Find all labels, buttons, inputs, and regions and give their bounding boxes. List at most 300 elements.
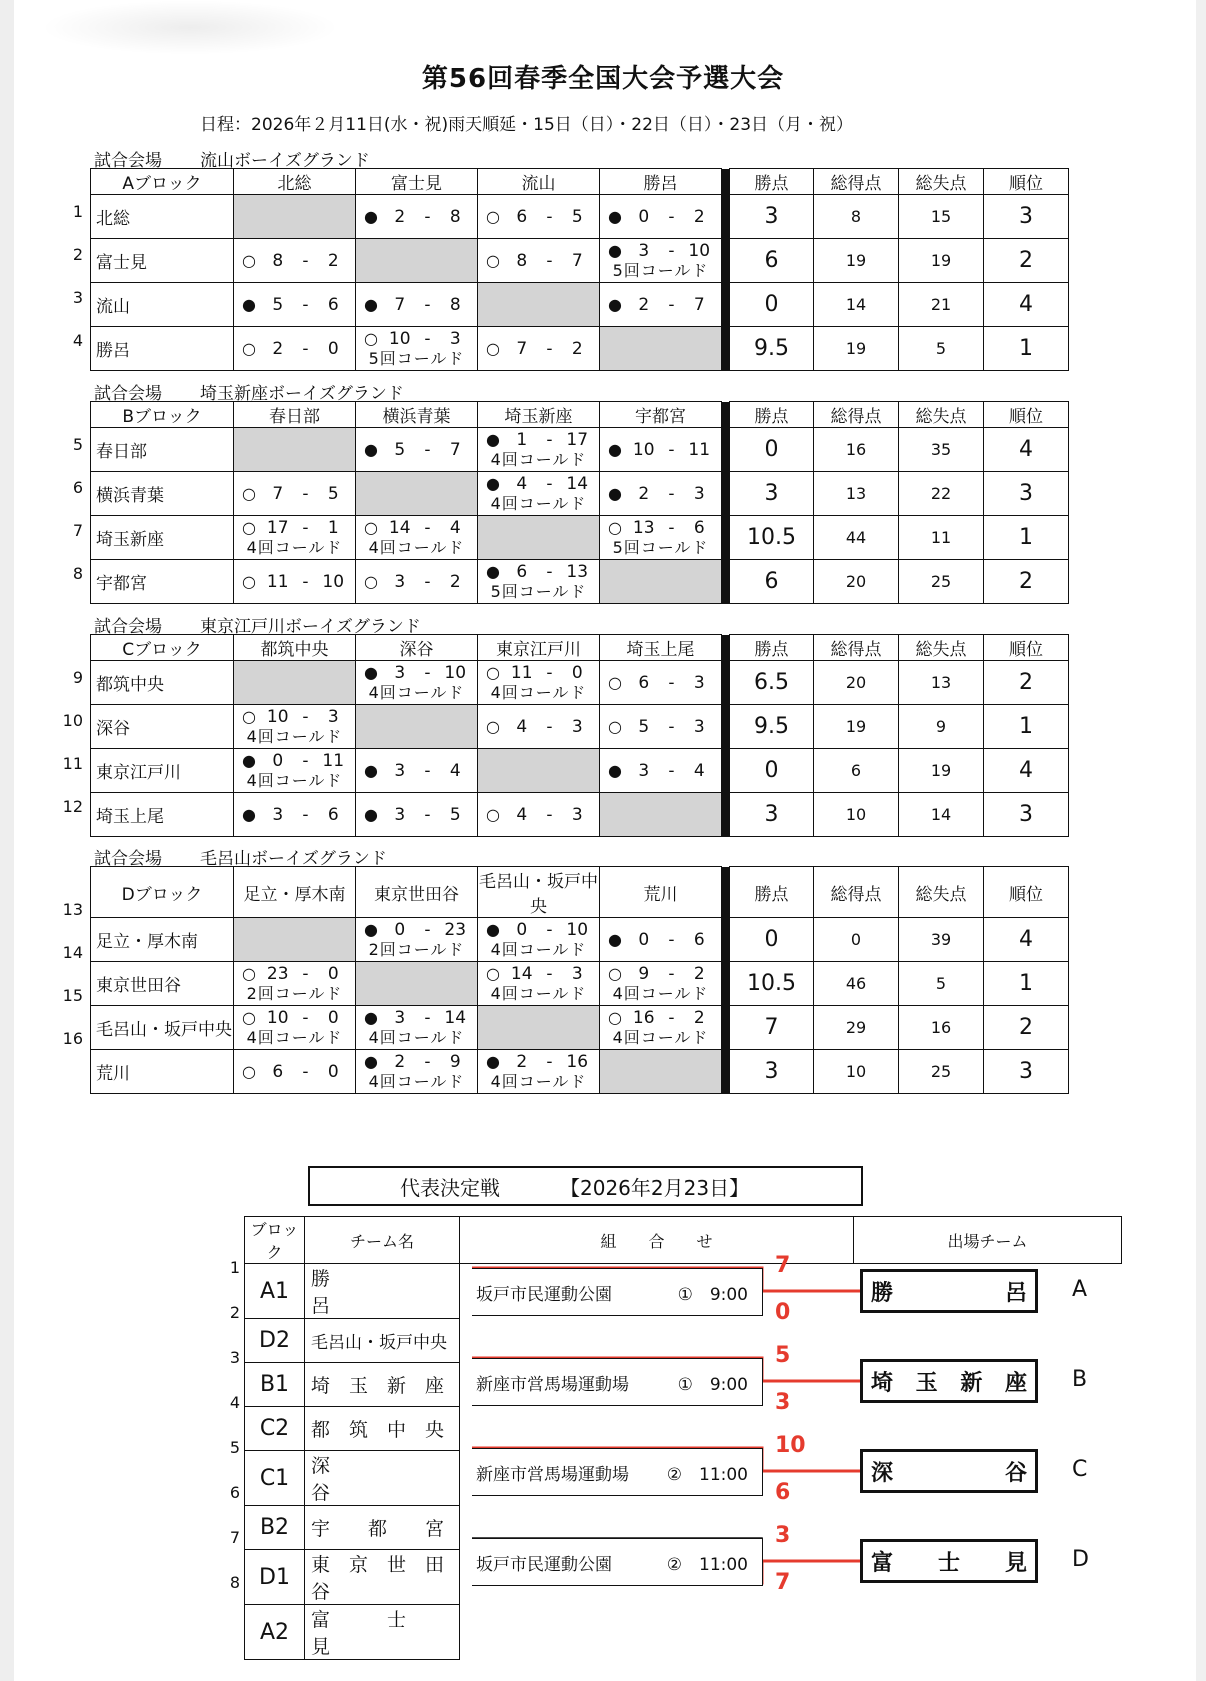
score-dash: - <box>546 206 553 227</box>
score-for: 3 <box>638 760 650 781</box>
score-for: 3 <box>394 760 406 781</box>
score-dash: - <box>302 1007 309 1028</box>
score-against: 6 <box>327 294 339 315</box>
runs-conceded-cell: 5 <box>899 327 984 371</box>
win-mark: ○ <box>242 338 256 358</box>
score-for: 8 <box>516 250 528 271</box>
score-for: 6 <box>516 206 528 227</box>
score-line <box>600 241 721 261</box>
opponent-header: 荒川 <box>600 867 722 918</box>
match-round: ② <box>666 1464 682 1485</box>
qualified-team-char: 玉 <box>915 1370 938 1396</box>
venue-label: 試合会場 <box>94 151 162 171</box>
rank-cell: 4 <box>984 749 1069 793</box>
team-row <box>91 327 1069 371</box>
runs-scored-cell: 10 <box>814 793 899 837</box>
score-line <box>234 1062 355 1082</box>
bye-cell <box>234 195 356 239</box>
score-against: 3 <box>571 716 583 737</box>
bye-cell <box>356 472 478 516</box>
score-top: 5 <box>775 1343 791 1368</box>
runs-scored-cell: 46 <box>814 962 899 1006</box>
score-for: 10 <box>388 328 411 349</box>
score-line <box>478 1052 599 1072</box>
match-slot <box>678 1280 748 1305</box>
points-cell: 9.5 <box>730 705 814 749</box>
score <box>478 717 599 737</box>
final-header-block: ブロック <box>245 1217 305 1264</box>
team-name: 足立・厚木南 <box>91 918 234 962</box>
loss-mark: ● <box>364 294 378 314</box>
rank-cell: 3 <box>984 793 1069 837</box>
stat-header: 勝点 <box>730 867 814 918</box>
result-cell <box>356 560 478 604</box>
opponent-header: 都筑中央 <box>234 635 356 661</box>
score-against: 7 <box>571 250 583 271</box>
entry-number: 5 <box>229 1438 240 1457</box>
score-dash: - <box>546 804 553 825</box>
score-for: 5 <box>638 716 650 737</box>
points-cell: 6.5 <box>730 661 814 705</box>
score-for: 3 <box>394 804 406 825</box>
score-line <box>356 663 477 683</box>
entry-number: 2 <box>229 1303 240 1322</box>
entry-number: 7 <box>229 1528 240 1547</box>
loss-mark: ● <box>608 294 622 314</box>
score-top: 7 <box>775 1253 791 1278</box>
runs-conceded-cell: 15 <box>899 195 984 239</box>
runs-conceded-cell: 21 <box>899 283 984 327</box>
score-for: 3 <box>638 240 650 261</box>
team-name: 宇都宮 <box>91 560 234 604</box>
final-header-qualified: 出場チーム <box>854 1217 1122 1264</box>
score <box>478 920 599 960</box>
entry-number: 3 <box>229 1348 240 1367</box>
score <box>600 964 721 1004</box>
score-against: 0 <box>571 662 583 683</box>
result-cell <box>356 661 478 705</box>
final-header-row <box>245 1217 1122 1264</box>
qualified-team-char: 深 <box>871 1460 894 1486</box>
score-for: 4 <box>516 473 528 494</box>
result-cell <box>234 283 356 327</box>
loss-mark: ● <box>608 760 622 780</box>
bye-cell <box>356 705 478 749</box>
match-box <box>472 1538 763 1586</box>
result-cell <box>478 962 600 1006</box>
score-line <box>234 805 355 825</box>
match-slot <box>667 1460 748 1485</box>
score <box>478 1052 599 1092</box>
score <box>234 484 355 504</box>
row-number: 8 <box>72 564 83 583</box>
loss-mark: ● <box>364 439 378 459</box>
block-label: Cブロック <box>91 635 234 661</box>
win-mark: ○ <box>486 804 500 824</box>
score-line <box>234 964 355 984</box>
score-line <box>478 339 599 359</box>
score-against: 10 <box>322 571 345 592</box>
divider-bar <box>722 867 730 1094</box>
team-row <box>91 749 1069 793</box>
score-for: 4 <box>516 804 528 825</box>
score-dash: - <box>668 483 675 504</box>
win-mark: ○ <box>242 963 256 983</box>
score-against: 10 <box>566 919 589 940</box>
venue-label: 試合会場 <box>94 384 162 404</box>
score <box>600 295 721 315</box>
called-game-note: 4回コールド <box>368 682 465 702</box>
loss-mark: ● <box>486 429 500 449</box>
rank-cell: 3 <box>984 1050 1069 1094</box>
loss-mark: ● <box>486 919 500 939</box>
opponent-header: 流山 <box>478 169 600 195</box>
win-mark: ○ <box>486 716 500 736</box>
loss-mark: ● <box>608 929 622 949</box>
score-dash: - <box>302 483 309 504</box>
score-line <box>356 207 477 227</box>
score-for: 0 <box>272 750 284 771</box>
score-dash: - <box>302 1061 309 1082</box>
block-label: Dブロック <box>91 867 234 918</box>
win-mark: ○ <box>364 571 378 591</box>
team-name: 勝呂 <box>91 327 234 371</box>
row-number: 16 <box>62 1029 83 1048</box>
score-against: 10 <box>688 240 711 261</box>
bye-cell <box>478 516 600 560</box>
score-bottom: 0 <box>775 1300 791 1325</box>
runs-conceded-cell: 35 <box>899 428 984 472</box>
score <box>356 572 477 592</box>
score-line <box>356 440 477 460</box>
team-row <box>91 239 1069 283</box>
score-dash: - <box>668 240 675 261</box>
result-cell <box>600 472 722 516</box>
score-line <box>356 761 477 781</box>
score <box>478 251 599 271</box>
called-game-note: 5回コールド <box>490 581 587 601</box>
entry-block: D1 <box>245 1550 305 1605</box>
runs-scored-cell: 0 <box>814 918 899 962</box>
score <box>600 207 721 227</box>
result-cell <box>234 705 356 749</box>
score <box>600 761 721 781</box>
qualified-team-char: 埼 <box>871 1370 894 1396</box>
score-against: 1 <box>327 517 339 538</box>
team-name: 北総 <box>91 195 234 239</box>
score <box>600 440 721 460</box>
score-dash: - <box>546 1051 553 1072</box>
qualified-team-char: 谷 <box>1004 1460 1027 1486</box>
loss-mark: ● <box>608 240 622 260</box>
stat-header: 勝点 <box>730 402 814 428</box>
called-game-note: 5回コールド <box>612 537 709 557</box>
stat-header: 総失点 <box>899 635 984 661</box>
score-dash: - <box>424 804 431 825</box>
result-cell <box>478 918 600 962</box>
result-cell <box>234 962 356 1006</box>
score-line <box>356 572 477 592</box>
match-time: 9:00 <box>709 1284 748 1305</box>
runs-scored-cell: 13 <box>814 472 899 516</box>
divider-bar <box>722 635 730 837</box>
score-against: 4 <box>449 760 461 781</box>
team-name: 埼玉上尾 <box>91 793 234 837</box>
runs-conceded-cell: 25 <box>899 560 984 604</box>
score-for: 11 <box>266 571 289 592</box>
score-against: 4 <box>693 760 705 781</box>
result-cell <box>478 560 600 604</box>
rank-cell: 2 <box>984 661 1069 705</box>
rank-cell: 4 <box>984 283 1069 327</box>
bye-cell <box>234 661 356 705</box>
entry-block: C2 <box>245 1407 305 1451</box>
score-line <box>234 295 355 315</box>
match-box <box>472 1448 763 1496</box>
match-time: 9:00 <box>709 1374 748 1395</box>
score-for: 2 <box>638 294 650 315</box>
score-against: 2 <box>693 206 705 227</box>
score-dash: - <box>424 517 431 538</box>
score-for: 11 <box>510 662 533 683</box>
score-against: 2 <box>693 963 705 984</box>
stat-header: 総得点 <box>814 867 899 918</box>
score-dash: - <box>302 294 309 315</box>
match-venue: 坂戸市民運動公園 <box>476 1554 612 1575</box>
stat-header: 総得点 <box>814 169 899 195</box>
result-cell <box>478 472 600 516</box>
score <box>356 1052 477 1092</box>
entry-team-name: 富 士 見 <box>311 1609 464 1658</box>
score-dash: - <box>302 250 309 271</box>
page-edge-left <box>0 0 14 1681</box>
called-game-note: 2回コールド <box>368 939 465 959</box>
result-cell <box>600 195 722 239</box>
venue-name: 流山ボーイズグランド <box>200 151 370 171</box>
entry-number: 4 <box>229 1393 240 1412</box>
score-for: 5 <box>394 439 406 460</box>
score-for: 3 <box>272 804 284 825</box>
score-dash: - <box>302 517 309 538</box>
score-dash: - <box>424 328 431 349</box>
runs-conceded-cell: 11 <box>899 516 984 560</box>
called-game-note: 4回コールド <box>246 1027 343 1047</box>
venue-label: 試合会場 <box>94 849 162 869</box>
runs-scored-cell: 19 <box>814 327 899 371</box>
match-round: ① <box>677 1374 693 1395</box>
qualified-letter: B <box>1072 1367 1088 1392</box>
opponent-header: 東京世田谷 <box>356 867 478 918</box>
score-against: 14 <box>444 1007 467 1028</box>
score <box>356 295 477 315</box>
result-cell <box>356 1006 478 1050</box>
block-label: Bブロック <box>91 402 234 428</box>
score <box>356 440 477 460</box>
entry-block: B2 <box>245 1506 305 1550</box>
result-cell <box>356 283 478 327</box>
called-game-note: 4回コールド <box>490 939 587 959</box>
win-mark: ○ <box>486 662 500 682</box>
final-header-match: 組 合 せ <box>460 1217 854 1264</box>
score-against: 14 <box>566 473 589 494</box>
runs-scored-cell: 19 <box>814 705 899 749</box>
team-row <box>91 560 1069 604</box>
result-cell <box>600 283 722 327</box>
runs-conceded-cell: 13 <box>899 661 984 705</box>
loss-mark: ● <box>242 294 256 314</box>
score-dash: - <box>546 963 553 984</box>
rank-cell: 1 <box>984 962 1069 1006</box>
score-dash: - <box>668 294 675 315</box>
result-cell <box>356 793 478 837</box>
score <box>478 562 599 602</box>
score-against: 0 <box>327 1061 339 1082</box>
score-dash: - <box>424 439 431 460</box>
score-for: 16 <box>632 1007 655 1028</box>
score-bottom: 6 <box>775 1480 791 1505</box>
score-line <box>600 964 721 984</box>
entry-team-name: 勝 呂 <box>311 1268 445 1317</box>
runs-conceded-cell: 5 <box>899 962 984 1006</box>
score-line <box>600 930 721 950</box>
match-box <box>472 1358 763 1406</box>
bye-cell <box>600 1050 722 1094</box>
score <box>600 717 721 737</box>
score-for: 10 <box>632 439 655 460</box>
qualified-team-box <box>860 1269 1038 1313</box>
result-cell <box>356 749 478 793</box>
opponent-header: 埼玉上尾 <box>600 635 722 661</box>
runs-scored-cell: 16 <box>814 428 899 472</box>
entry-team <box>305 1407 460 1451</box>
score-dash: - <box>302 750 309 771</box>
loss-mark: ● <box>242 750 256 770</box>
rank-cell: 3 <box>984 472 1069 516</box>
score-dash: - <box>424 1051 431 1072</box>
page-edge-right <box>1196 0 1206 1681</box>
bye-cell <box>356 962 478 1006</box>
called-game-note: 4回コールド <box>612 983 709 1003</box>
points-cell: 10.5 <box>730 516 814 560</box>
entry-team <box>305 1605 464 1660</box>
score-dash: - <box>546 561 553 582</box>
result-cell <box>600 705 722 749</box>
match-round: ① <box>677 1284 693 1305</box>
bye-cell <box>478 1006 600 1050</box>
score <box>600 1008 721 1048</box>
entry-block: D2 <box>245 1319 305 1363</box>
team-name: 流山 <box>91 283 234 327</box>
result-cell <box>234 516 356 560</box>
team-row <box>91 705 1069 749</box>
score-for: 6 <box>516 561 528 582</box>
win-mark: ○ <box>486 338 500 358</box>
score-against: 6 <box>693 517 705 538</box>
runs-conceded-cell: 39 <box>899 918 984 962</box>
result-cell <box>356 327 478 371</box>
called-game-note: 4回コールド <box>490 983 587 1003</box>
score <box>478 339 599 359</box>
score-against: 3 <box>327 706 339 727</box>
result-cell <box>356 428 478 472</box>
entry-team-name: 宇 都 宮 <box>311 1518 445 1540</box>
rank-cell: 2 <box>984 1006 1069 1050</box>
qualified-letter: A <box>1072 1277 1088 1302</box>
score-line <box>600 518 721 538</box>
venue-name: 毛呂山ボーイズグランド <box>200 849 387 869</box>
points-cell: 0 <box>730 749 814 793</box>
divider-bar <box>722 402 730 604</box>
win-mark: ○ <box>364 517 378 537</box>
score-line <box>600 717 721 737</box>
bye-cell <box>600 560 722 604</box>
score-line <box>600 440 721 460</box>
loss-mark: ● <box>608 483 622 503</box>
score <box>234 1062 355 1082</box>
rank-cell: 1 <box>984 705 1069 749</box>
score-line <box>356 920 477 940</box>
stat-header: 順位 <box>984 169 1069 195</box>
result-cell <box>356 1050 478 1094</box>
qualified-letter: C <box>1072 1457 1088 1482</box>
score <box>478 964 599 1004</box>
win-mark: ○ <box>242 517 256 537</box>
score-dash: - <box>424 919 431 940</box>
points-cell: 6 <box>730 239 814 283</box>
result-cell <box>478 705 600 749</box>
score-line <box>356 295 477 315</box>
final-title: 代表決定戦 <box>400 1175 500 1200</box>
score-dash: - <box>546 250 553 271</box>
score-against: 2 <box>449 571 461 592</box>
points-cell: 3 <box>730 472 814 516</box>
score-dash: - <box>424 206 431 227</box>
qualified-letter: D <box>1072 1547 1089 1572</box>
rank-cell: 2 <box>984 560 1069 604</box>
score-for: 0 <box>516 919 528 940</box>
result-cell <box>478 1050 600 1094</box>
points-cell: 3 <box>730 195 814 239</box>
qualified-team-char: 座 <box>1004 1370 1027 1396</box>
win-mark: ○ <box>608 517 622 537</box>
bye-cell <box>234 428 356 472</box>
points-cell: 0 <box>730 428 814 472</box>
score-line <box>234 518 355 538</box>
score-for: 3 <box>394 571 406 592</box>
score <box>356 805 477 825</box>
score-line <box>356 805 477 825</box>
score-line <box>234 751 355 771</box>
team-row <box>91 516 1069 560</box>
scan-smudge <box>40 0 340 55</box>
loss-mark: ● <box>364 662 378 682</box>
loss-mark: ● <box>364 919 378 939</box>
result-cell <box>234 749 356 793</box>
score-dash: - <box>546 919 553 940</box>
called-game-note: 5回コールド <box>612 260 709 280</box>
score-against: 23 <box>444 919 467 940</box>
runs-scored-cell: 10 <box>814 1050 899 1094</box>
score <box>234 964 355 1004</box>
score-line <box>234 1008 355 1028</box>
score-line <box>356 518 477 538</box>
points-cell: 7 <box>730 1006 814 1050</box>
match-slot <box>667 1550 748 1575</box>
loss-mark: ● <box>364 760 378 780</box>
score-line <box>478 663 599 683</box>
score-for: 7 <box>272 483 284 504</box>
win-mark: ○ <box>242 571 256 591</box>
